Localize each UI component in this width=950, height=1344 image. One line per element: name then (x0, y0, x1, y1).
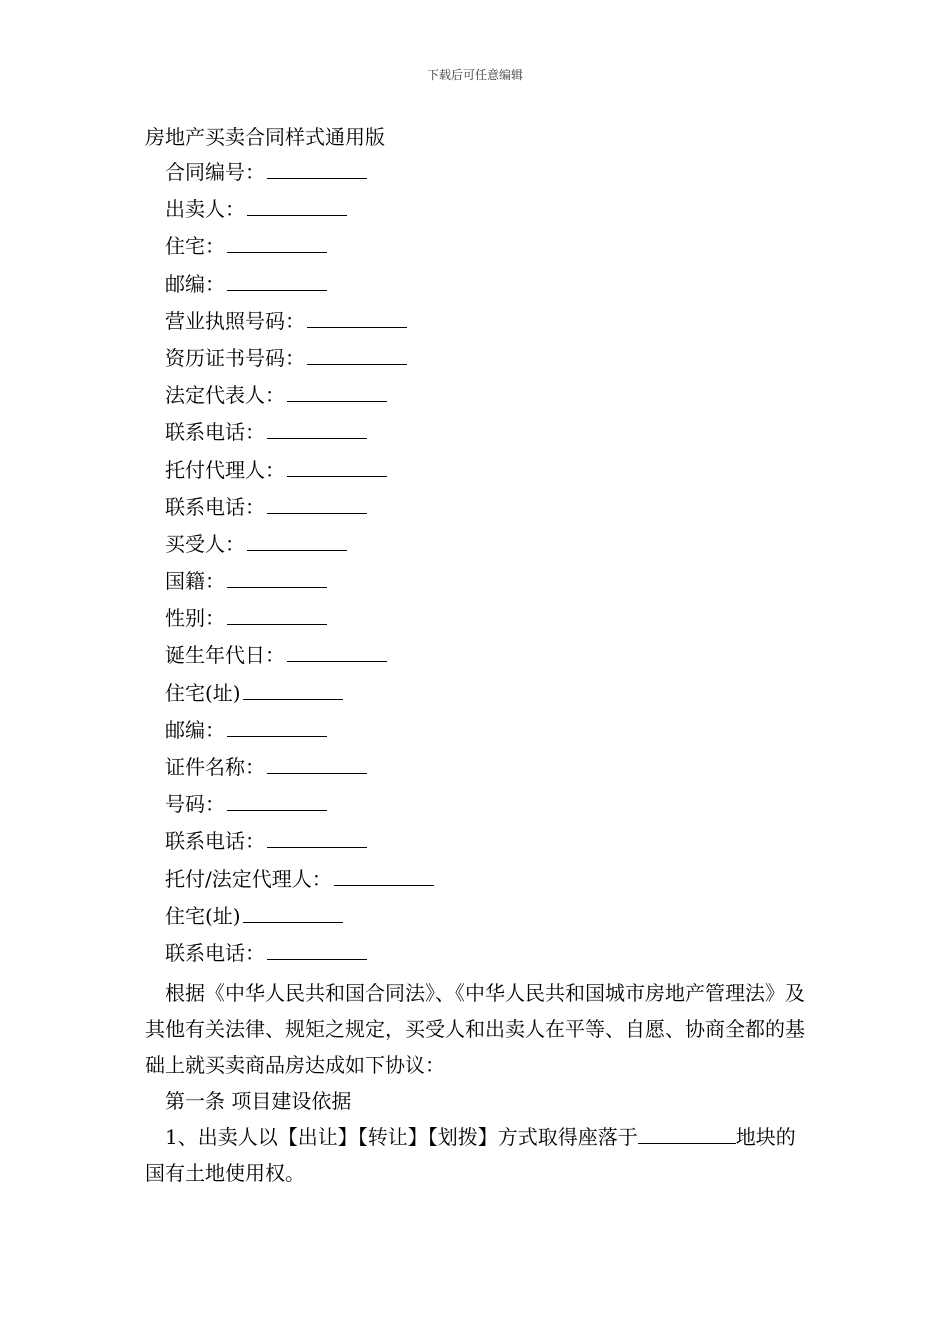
blank-line (287, 641, 387, 662)
field-seller-agent-phone: 联系电话： (165, 493, 434, 530)
blank-line (227, 270, 327, 291)
field-id-number: 号码： (165, 790, 434, 827)
field-buyer-postcode: 邮编： (165, 716, 434, 753)
field-seller-agent: 托付代理人： (165, 456, 434, 493)
field-seller: 出卖人： (165, 195, 434, 232)
blank-line (247, 530, 347, 551)
party-fields-list (165, 158, 434, 976)
blank-line (287, 456, 387, 477)
document-title: 房地产买卖合同样式通用版 (145, 125, 385, 149)
intro-paragraph: 根据《中华人民共和国合同法》、《中华人民共和国城市房地产管理法》及其他有关法律、规矩之规定，买受人和出卖人在平等、自愿、协商全都的基础上就买卖商品房达成如下协议： (145, 981, 805, 1077)
blank-line (227, 604, 327, 625)
field-seller-postcode: 邮编： (165, 270, 434, 307)
blank-line (227, 232, 327, 253)
blank-line (334, 865, 434, 886)
field-seller-address: 住宅： (165, 232, 434, 269)
blank-line (243, 679, 343, 700)
field-birth-date: 诞生年代日： (165, 641, 434, 678)
blank-line (267, 418, 367, 439)
field-gender: 性别： (165, 604, 434, 641)
blank-line (227, 567, 327, 588)
field-legal-representative: 法定代表人： (165, 381, 434, 418)
field-qualification-cert: 资历证书号码： (165, 344, 434, 381)
field-buyer-address: 住宅(址) (165, 679, 434, 716)
field-nationality: 国籍： (165, 567, 434, 604)
blank-line (247, 195, 347, 216)
blank-line (267, 939, 367, 960)
field-business-license: 营业执照号码： (165, 307, 434, 344)
page-header-note: 下载后可任意编辑 (426, 68, 523, 82)
field-agent-address: 住宅(址) (165, 902, 434, 939)
blank-line (726, 1123, 736, 1144)
blank-line (307, 344, 407, 365)
field-buyer-agent: 托付/法定代理人： (165, 865, 434, 902)
clause-1: 1、出卖人以【出让】【转让】【划拨】方式取得座落于 地块的国有土地使用权。 (145, 1125, 796, 1185)
field-seller-phone: 联系电话： (165, 418, 434, 455)
blank-line (267, 827, 367, 848)
article-1-heading: 第一条 项目建设依据 (165, 1089, 352, 1113)
blank-line (227, 716, 327, 737)
field-id-type: 证件名称： (165, 753, 434, 790)
blank-line (307, 307, 407, 328)
blank-line (267, 753, 367, 774)
blank-line (227, 790, 327, 811)
contract-body (145, 975, 810, 1191)
field-contract-number: 合同编号： (165, 158, 434, 195)
field-buyer-phone: 联系电话： (165, 827, 434, 864)
blank-line (243, 902, 343, 923)
blank-line (287, 381, 387, 402)
field-buyer: 买受人： (165, 530, 434, 567)
blank-line (267, 493, 367, 514)
blank-line (267, 158, 367, 179)
field-agent-phone: 联系电话： (165, 939, 434, 976)
blank-line (638, 1123, 726, 1144)
